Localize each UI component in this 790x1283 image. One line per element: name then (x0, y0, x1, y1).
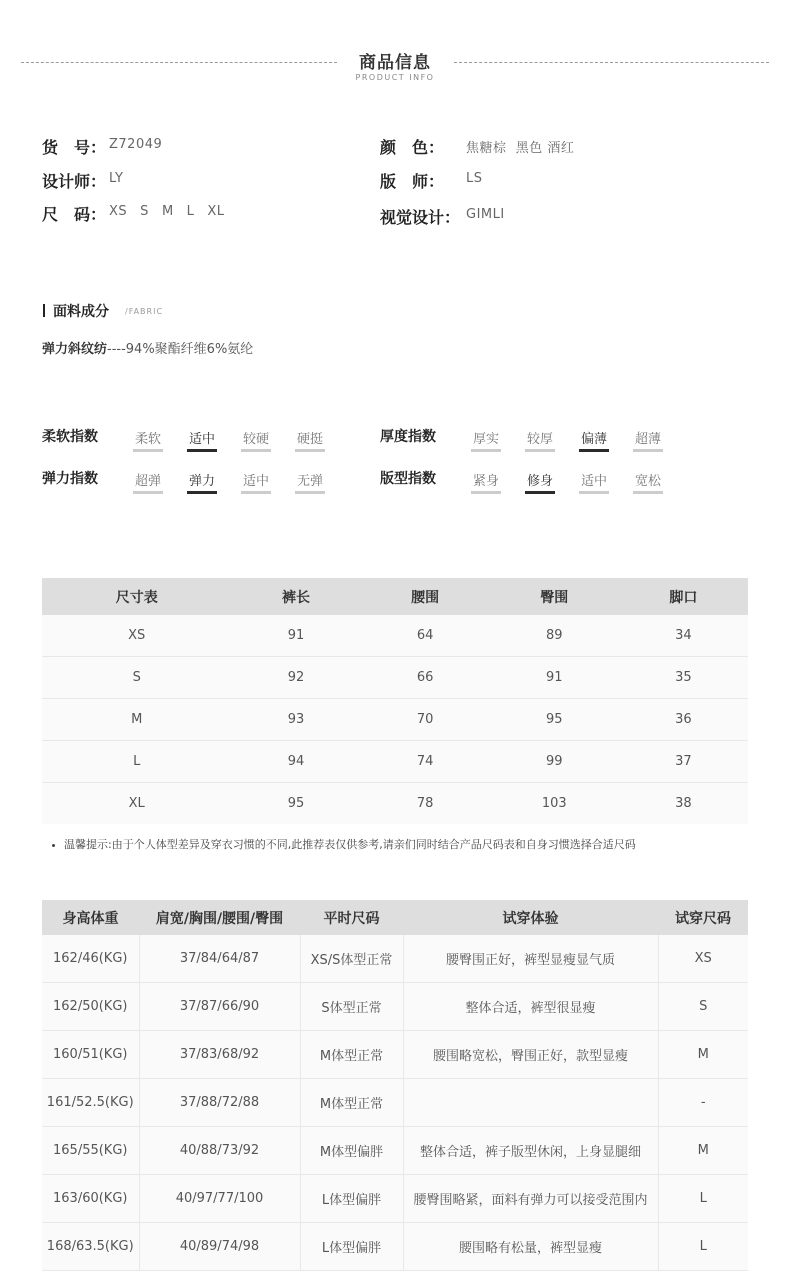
table-cell: 162/50(KG) (42, 983, 139, 1031)
table-row (42, 615, 748, 657)
try-on-header: 试穿体验 (403, 900, 658, 935)
softness-label: 柔软指数 (42, 429, 98, 445)
size-label: 尺 码： (42, 205, 107, 224)
softness-option: 适中 (187, 428, 217, 448)
table-cell: 162/46(KG) (42, 935, 139, 983)
elasticity-option: 超弹 (133, 470, 163, 490)
size-table-header: 尺寸表 (42, 578, 231, 615)
table-cell: 34 (619, 615, 748, 657)
fit-option: 紧身 (471, 470, 501, 490)
table-row (42, 1031, 748, 1079)
table-cell: L体型偏胖 (300, 1223, 403, 1271)
table-cell: L (658, 1175, 748, 1223)
table-cell: 99 (490, 741, 619, 783)
table-cell: M (658, 1127, 748, 1175)
table-cell: 腰臀围略紧，面料有弹力可以接受范围内 (403, 1175, 658, 1223)
fabric-name: 弹力斜纹纺 (42, 342, 108, 357)
table-cell: 91 (490, 657, 619, 699)
table-row (42, 935, 748, 983)
item-no-label: 货 号： (42, 138, 107, 157)
table-cell: XS (42, 615, 231, 657)
thickness-option: 偏薄 (579, 428, 609, 448)
table-row (42, 741, 748, 783)
softness-option: 柔软 (133, 428, 163, 448)
bullet-icon (52, 844, 55, 847)
designer-label: 设计师： (42, 172, 107, 191)
size-item: M (161, 204, 174, 219)
size-item: XL (207, 204, 225, 219)
elasticity-option: 适中 (241, 470, 271, 490)
softness-option: 较硬 (241, 428, 271, 448)
table-cell: L (42, 741, 231, 783)
table-cell: 37 (619, 741, 748, 783)
table-cell: 70 (361, 699, 490, 741)
table-cell: 腰围略宽松，臀围正好，款型显瘦 (403, 1031, 658, 1079)
table-cell: 74 (361, 741, 490, 783)
table-cell: 35 (619, 657, 748, 699)
table-cell: 103 (490, 783, 619, 825)
size-table-header: 脚口 (619, 578, 748, 615)
table-cell: 37/84/64/87 (139, 935, 300, 983)
pattern-maker-value: LS (466, 171, 483, 186)
size-item: L (186, 204, 195, 219)
table-cell: 40/88/73/92 (139, 1127, 300, 1175)
size-list (109, 204, 238, 219)
table-cell: 40/97/77/100 (139, 1175, 300, 1223)
table-row (42, 1223, 748, 1271)
pattern-maker-label: 版 师： (380, 172, 445, 191)
table-cell: 38 (619, 783, 748, 825)
table-cell: M体型偏胖 (300, 1127, 403, 1175)
table-cell: 95 (490, 699, 619, 741)
table-cell: 160/51(KG) (42, 1031, 139, 1079)
visual-design-label: 视觉设计： (380, 208, 461, 227)
table-cell: 66 (361, 657, 490, 699)
size-item: S (140, 204, 149, 219)
table-cell: S体型正常 (300, 983, 403, 1031)
table-cell: 91 (231, 615, 360, 657)
table-cell: S (658, 983, 748, 1031)
try-on-header: 身高体重 (42, 900, 139, 935)
table-cell: XS/S体型正常 (300, 935, 403, 983)
table-cell: 163/60(KG) (42, 1175, 139, 1223)
fabric-composition: ----94%聚酯纤维6%氨纶 (107, 342, 254, 357)
thickness-option: 较厚 (525, 428, 555, 448)
fabric-heading-bar (43, 304, 45, 317)
table-cell: 37/88/72/88 (139, 1079, 300, 1127)
fabric-description (42, 338, 253, 357)
table-cell: S (42, 657, 231, 699)
fit-option: 适中 (579, 470, 609, 490)
designer-value: LY (109, 171, 124, 186)
table-cell: 165/55(KG) (42, 1127, 139, 1175)
try-on-table (42, 900, 748, 1271)
size-table-header: 臀围 (490, 578, 619, 615)
elasticity-option: 无弹 (295, 470, 325, 490)
color-value: 焦糖棕 黑色 酒红 (466, 141, 575, 156)
size-chart-table (42, 578, 748, 824)
size-table-header-row (42, 578, 748, 615)
section-title: 商品信息 (359, 53, 431, 73)
fit-label: 版型指数 (380, 471, 436, 487)
elasticity-option: 弹力 (187, 470, 217, 490)
fabric-title: 面料成分 (53, 304, 109, 320)
table-row (42, 1175, 748, 1223)
size-table-header: 裤长 (231, 578, 360, 615)
table-cell: M (42, 699, 231, 741)
table-row (42, 983, 748, 1031)
table-cell: XL (42, 783, 231, 825)
table-cell: 92 (231, 657, 360, 699)
try-on-header: 平时尺码 (300, 900, 403, 935)
table-cell: 腰围略有松量，裤型显瘦 (403, 1223, 658, 1271)
try-on-header-row (42, 900, 748, 935)
table-row (42, 1079, 748, 1127)
table-cell: 94 (231, 741, 360, 783)
table-cell: 64 (361, 615, 490, 657)
visual-design-value: GIMLI (466, 207, 505, 222)
table-cell: 37/83/68/92 (139, 1031, 300, 1079)
table-cell: 36 (619, 699, 748, 741)
fit-option: 宽松 (633, 470, 663, 490)
table-row (42, 783, 748, 825)
table-cell: L (658, 1223, 748, 1271)
table-row (42, 699, 748, 741)
table-row (42, 1127, 748, 1175)
table-cell: 37/87/66/90 (139, 983, 300, 1031)
fabric-subtitle: /FABRIC (125, 307, 164, 316)
table-cell: 整体合适，裤型很显瘦 (403, 983, 658, 1031)
elasticity-label: 弹力指数 (42, 471, 98, 487)
table-cell: - (658, 1079, 748, 1127)
thickness-option: 厚实 (471, 428, 501, 448)
section-subtitle: PRODUCT INFO (355, 73, 435, 82)
try-on-header: 试穿尺码 (658, 900, 748, 935)
table-cell: 168/63.5(KG) (42, 1223, 139, 1271)
size-item: XS (109, 204, 128, 219)
table-cell: 93 (231, 699, 360, 741)
table-cell: 89 (490, 615, 619, 657)
size-table-header: 腰围 (361, 578, 490, 615)
table-cell: L体型偏胖 (300, 1175, 403, 1223)
size-tip-text: 温馨提示:由于个人体型差异及穿衣习惯的不同,此推荐表仅供参考,请亲们同时结合产品尺码表和自身习惯选择合适尺码 (64, 838, 636, 851)
table-cell: 整体合适，裤子版型休闲，上身显腿细 (403, 1127, 658, 1175)
table-cell: 95 (231, 783, 360, 825)
fit-option: 修身 (525, 470, 555, 490)
item-no-value: Z72049 (109, 137, 163, 152)
size-tip (52, 836, 636, 852)
try-on-header: 肩宽/胸围/腰围/臀围 (139, 900, 300, 935)
thickness-option: 超薄 (633, 428, 663, 448)
table-cell: M体型正常 (300, 1031, 403, 1079)
table-cell: M (658, 1031, 748, 1079)
table-cell: 40/89/74/98 (139, 1223, 300, 1271)
thickness-label: 厚度指数 (380, 429, 436, 445)
table-cell: 78 (361, 783, 490, 825)
table-cell: 腰臀围正好，裤型显瘦显气质 (403, 935, 658, 983)
color-label: 颜 色： (380, 138, 445, 157)
table-cell: 161/52.5(KG) (42, 1079, 139, 1127)
softness-option: 硬挺 (295, 428, 325, 448)
table-row (42, 657, 748, 699)
table-cell (403, 1079, 658, 1127)
table-cell: M体型正常 (300, 1079, 403, 1127)
table-cell: XS (658, 935, 748, 983)
